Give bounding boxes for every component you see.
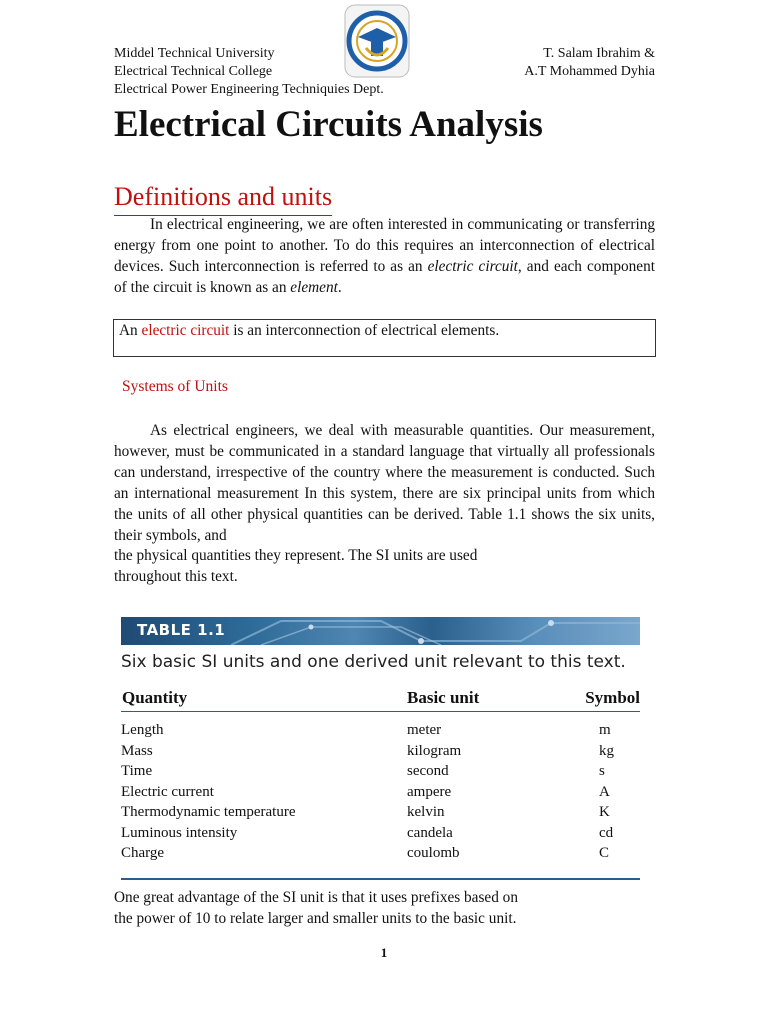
table-caption: Six basic SI units and one derived unit relevant to this text. <box>121 652 626 672</box>
university-name: Middel Technical University <box>114 46 275 61</box>
department-name: Electrical Power Engineering Techniquies Dept. <box>114 82 384 97</box>
table-banner <box>121 617 640 645</box>
definition-term: electric circuit <box>141 322 230 339</box>
page-title: Electrical Circuits Analysis <box>114 104 543 145</box>
university-logo <box>344 4 410 78</box>
table-header-quantity: Quantity <box>122 688 188 707</box>
subsection-heading: Systems of Units <box>122 378 228 395</box>
college-name: Electrical Technical College <box>114 64 273 79</box>
table-body <box>121 720 640 864</box>
table-header-rule <box>121 711 640 712</box>
section-heading: Definitions and units <box>114 181 332 216</box>
table-row: Mass kilogram kg <box>121 742 614 759</box>
author-line-1: T. Salam Ibrahim & <box>543 46 655 61</box>
table-row: Thermodynamic temperature kelvin K <box>121 804 610 820</box>
header-right <box>500 45 655 81</box>
author-line-2: A.T Mohammed Dyhia <box>524 64 655 79</box>
intro-paragraph: In electrical engineering, we are often interested in communicating or transferring energy from one point to another. To do this requires an interconnection of electrical devices. Such interconnection is referred to as an electric circuit, and each component of the circuit is known as an element. <box>114 216 655 296</box>
definition-box: An electric circuit is an interconnection of electrical elements. <box>113 319 656 357</box>
closing-paragraph: One great advantage of the SI unit is that it uses prefixes based on the power of 10 to relate larger and smaller units to the basic unit. <box>114 889 518 927</box>
units-paragraph-line3: throughout this text. <box>114 568 238 585</box>
table-row: Time second s <box>121 763 605 779</box>
term-electric-circuit: electric circuit <box>427 258 518 275</box>
term-element: element <box>290 279 338 296</box>
units-paragraph-line2: the physical quantities they represent. The SI units are used <box>114 547 478 564</box>
table-header-symbol: Symbol <box>585 688 640 707</box>
table-bottom-rule <box>121 878 640 880</box>
units-paragraph: As electrical engineers, we deal with measurable quantities. Our measurement, however, must be communicated in a standard language that virtually all professionals can understand, irrespective of the country where the measurement is conducted. Such an international measurement In this system, there are six principal units from which the units of all other physical quantities can be derived. Table 1.1 shows the six units, their symbols, and <box>114 422 655 544</box>
table-row: Electric current ampere A <box>121 783 610 800</box>
table-header-basic-unit: Basic unit <box>407 688 480 707</box>
page-number: 1 <box>380 945 388 960</box>
table-row: Charge coulomb C <box>121 845 610 861</box>
table-label: TABLE 1.1 <box>137 621 226 639</box>
table-row: Luminous intensity candela cd <box>121 824 614 841</box>
table-row: Length meter m <box>121 722 611 738</box>
